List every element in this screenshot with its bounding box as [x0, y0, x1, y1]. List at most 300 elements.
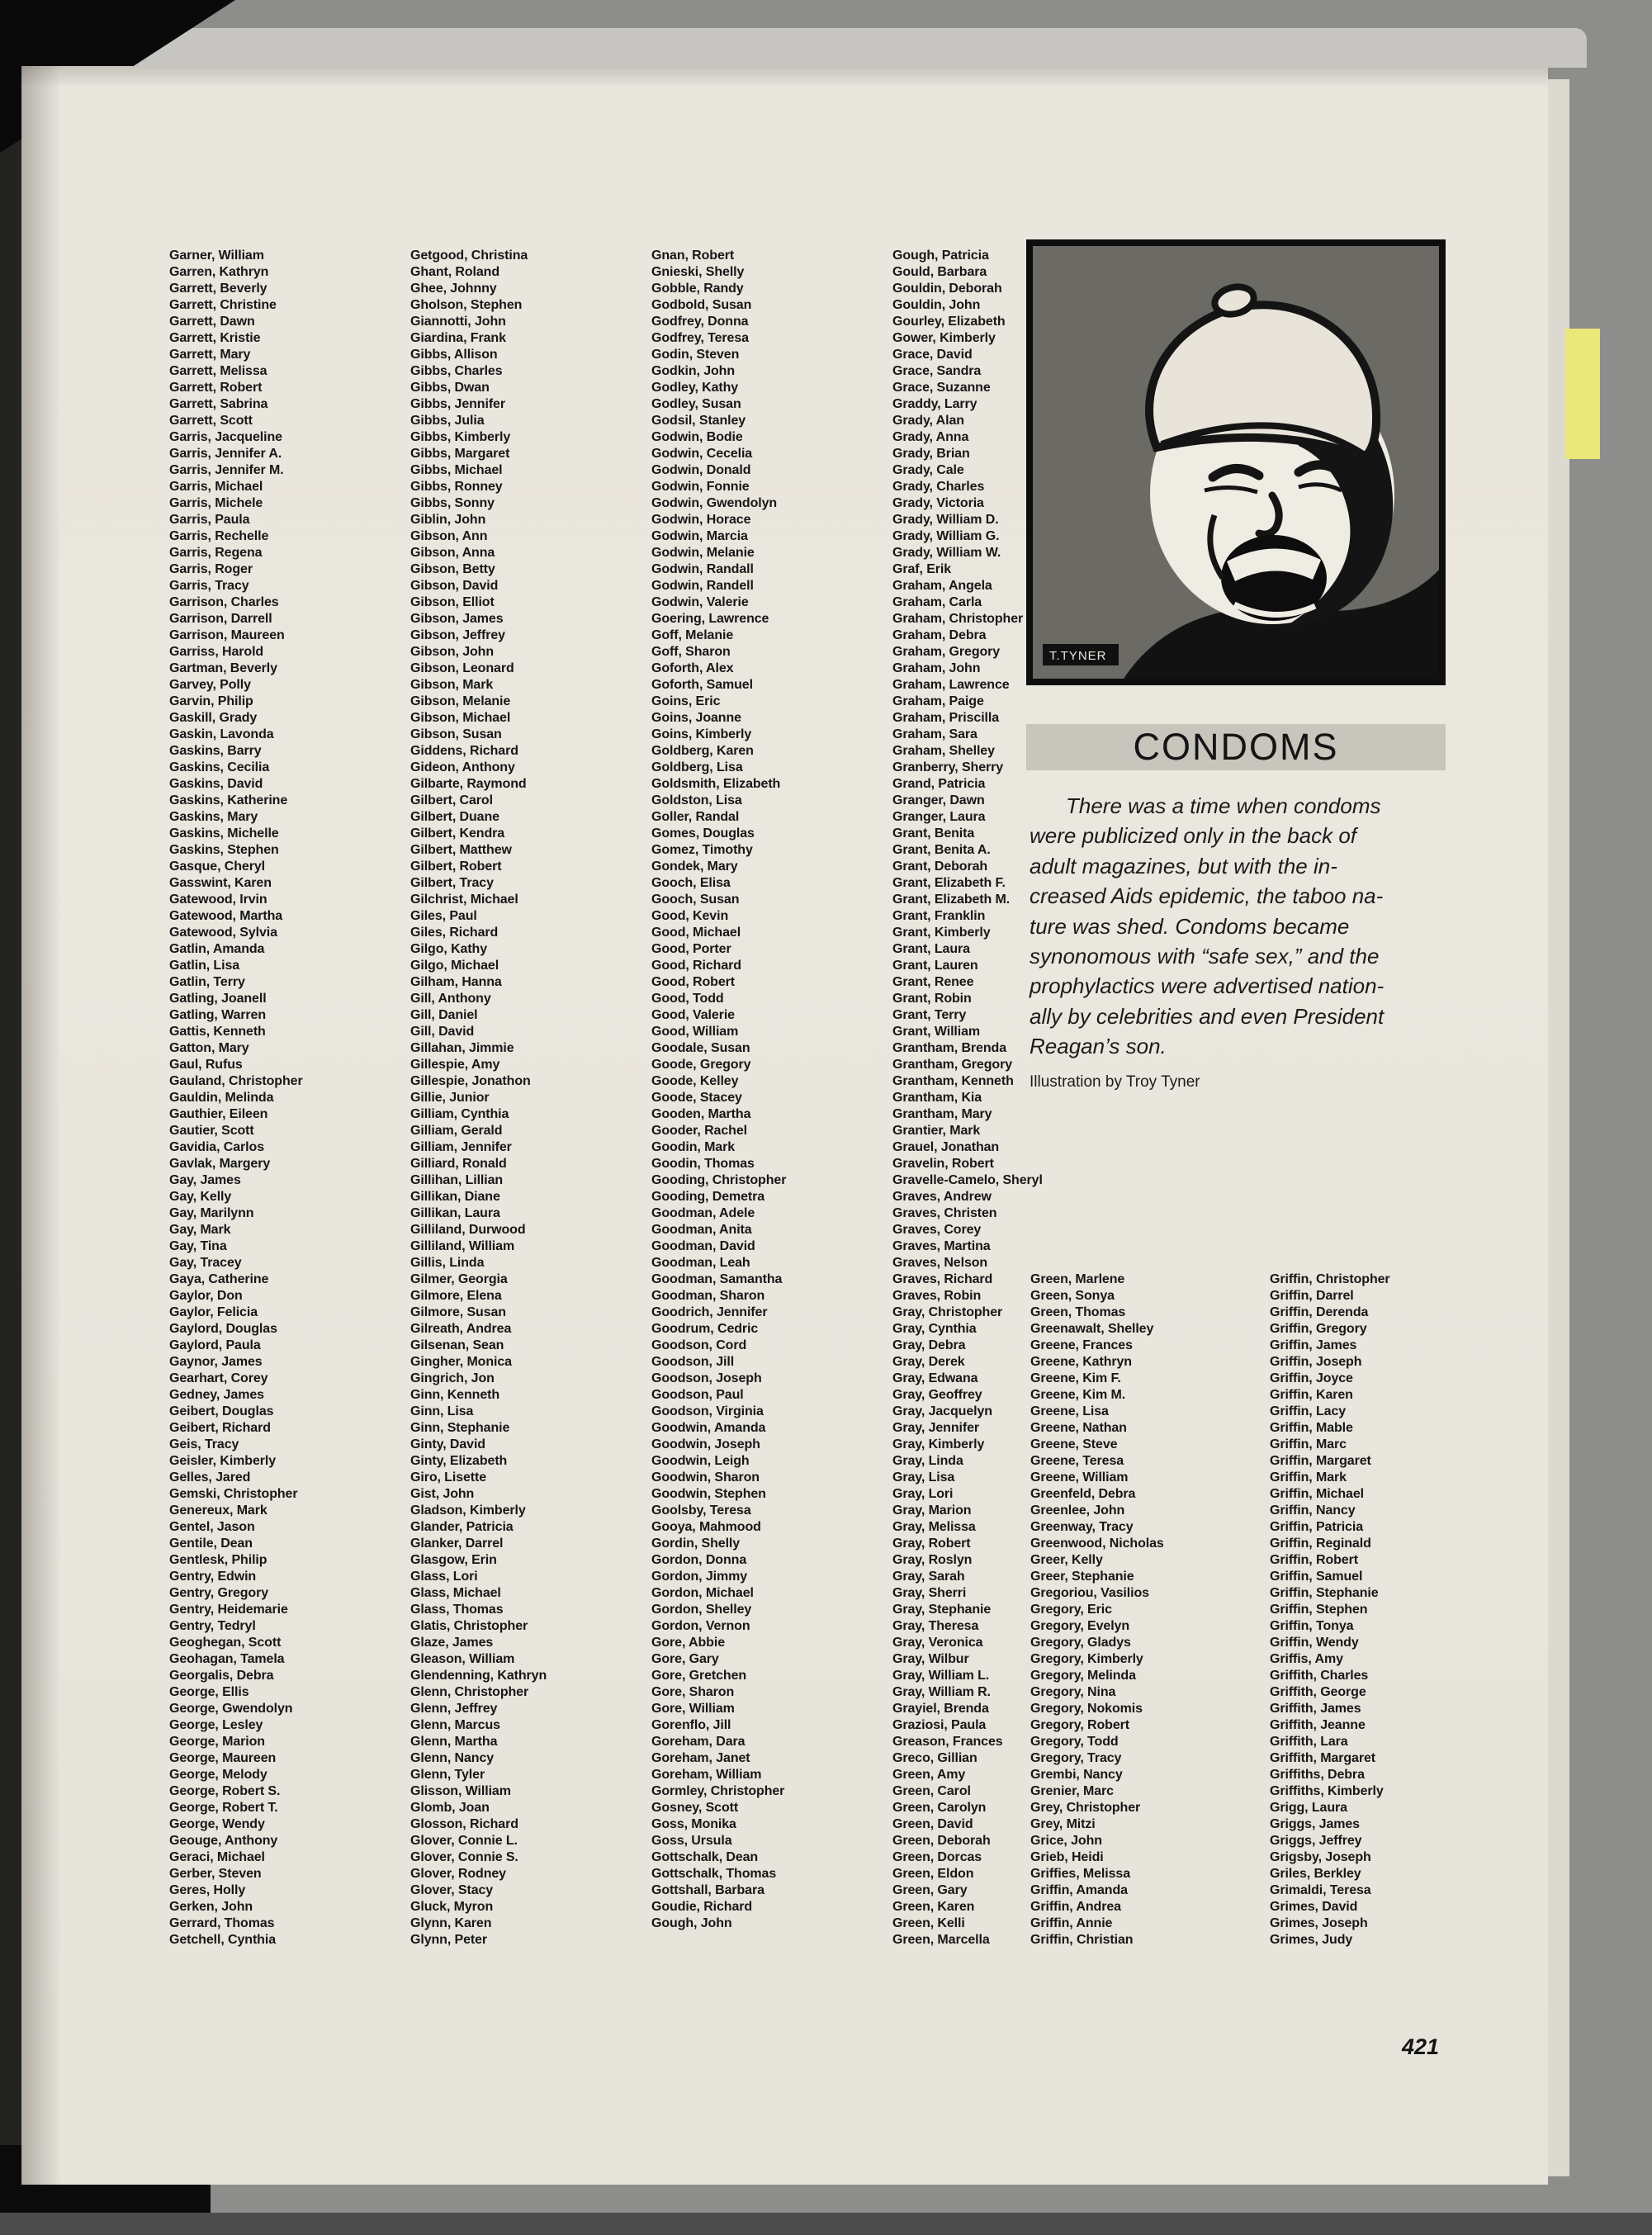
name-entry: Gibson, Leonard	[410, 661, 514, 675]
name-entry: Gillikan, Diane	[410, 1190, 500, 1204]
name-entry: Goodwin, Leigh	[651, 1454, 750, 1468]
name-entry: Gasque, Cheryl	[169, 859, 265, 874]
name-entry: Goldsmith, Elizabeth	[651, 777, 781, 791]
name-entry: Green, Marlene	[1030, 1272, 1125, 1286]
name-entry: Gluck, Myron	[410, 1900, 494, 1914]
name-entry: Gray, Edwana	[892, 1371, 978, 1385]
name-entry: Garrett, Kristie	[169, 331, 261, 345]
name-entry: Garris, Jacqueline	[169, 430, 282, 444]
name-entry: Goreham, Janet	[651, 1751, 750, 1765]
name-entry: Garris, Michael	[169, 480, 263, 494]
name-entry: Griffin, Robert	[1270, 1553, 1358, 1567]
name-entry: Gaskins, Michelle	[169, 826, 279, 840]
name-entry: Graves, Christen	[892, 1206, 997, 1220]
name-entry: Gautier, Scott	[169, 1124, 254, 1138]
name-entry: Greene, Steve	[1030, 1437, 1118, 1451]
name-entry: Good, Valerie	[651, 1008, 735, 1022]
name-entry: Goodrum, Cedric	[651, 1322, 759, 1336]
name-entry: Griffin, Stephanie	[1270, 1586, 1379, 1600]
index-tab-yellow	[1565, 329, 1600, 459]
name-entry: Green, Dorcas	[892, 1850, 982, 1864]
name-entry: Griffin, Tonya	[1270, 1619, 1354, 1633]
name-entry: Goodman, David	[651, 1239, 755, 1253]
name-entry: Gaylord, Paula	[169, 1338, 261, 1352]
name-entry: Goodman, Leah	[651, 1256, 750, 1270]
name-entry: Glisson, William	[410, 1784, 511, 1798]
name-entry: Goodale, Susan	[651, 1041, 750, 1055]
name-entry: Geohagan, Tamela	[169, 1652, 285, 1666]
name-entry: Gay, Marilynn	[169, 1206, 254, 1220]
name-entry: Goreham, William	[651, 1768, 762, 1782]
name-entry: Garren, Kathryn	[169, 265, 269, 279]
name-entry: Gay, Kelly	[169, 1190, 232, 1204]
name-entry: Glanker, Darrel	[410, 1537, 504, 1551]
name-entry: Gillihan, Lillian	[410, 1173, 504, 1187]
name-entry: Gilbarte, Raymond	[410, 777, 527, 791]
name-entry: Gauldin, Melinda	[169, 1091, 274, 1105]
name-entry: Glenn, Tyler	[410, 1768, 485, 1782]
name-entry: Garrett, Dawn	[169, 315, 255, 329]
name-entry: Goodwin, Sharon	[651, 1470, 760, 1484]
name-entry: Gibson, Susan	[410, 727, 502, 741]
name-entry: Gerber, Steven	[169, 1867, 262, 1881]
name-entry: Grady, William W.	[892, 546, 1001, 560]
name-entry: Gatlin, Lisa	[169, 959, 240, 973]
name-entry: Gottschalk, Dean	[651, 1850, 759, 1864]
name-entry: Goins, Kimberly	[651, 727, 752, 741]
name-entry: Good, Richard	[651, 959, 741, 973]
name-entry: Gaskins, Barry	[169, 744, 262, 758]
name-entry: Greer, Stephanie	[1030, 1570, 1134, 1584]
name-entry: Grady, Alan	[892, 414, 964, 428]
name-entry: Goode, Kelley	[651, 1074, 739, 1088]
name-entry: Gray, Lori	[892, 1487, 954, 1501]
name-entry: Griffin, Marc	[1270, 1437, 1347, 1451]
name-entry: Greenwood, Nicholas	[1030, 1537, 1164, 1551]
name-entry: Gatewood, Sylvia	[169, 926, 277, 940]
name-entry: Green, Deborah	[892, 1834, 991, 1848]
name-entry: Griffin, Christian	[1030, 1933, 1134, 1947]
name-entry: Glosson, Richard	[410, 1817, 518, 1831]
name-entry: Grantham, Gregory	[892, 1058, 1013, 1072]
name-entry: Glass, Lori	[410, 1570, 478, 1584]
name-entry: Graves, Martina	[892, 1239, 991, 1253]
name-entry: Gilmore, Elena	[410, 1289, 502, 1303]
name-entry: Grady, Cale	[892, 463, 964, 477]
name-entry: Gist, John	[410, 1487, 475, 1501]
name-entry: Gholson, Stephen	[410, 298, 523, 312]
name-entry: Good, Robert	[651, 975, 736, 989]
name-entry: Gormley, Christopher	[651, 1784, 785, 1798]
name-entry: Gasswint, Karen	[169, 876, 272, 890]
name-entry: George, Ellis	[169, 1685, 249, 1699]
name-entry: Griffin, Amanda	[1030, 1883, 1128, 1897]
name-entry: Grant, Lauren	[892, 959, 978, 973]
name-entry: Griffin, Lacy	[1270, 1404, 1347, 1418]
name-entry: Ghee, Johnny	[410, 282, 497, 296]
name-entry: Greene, Teresa	[1030, 1454, 1124, 1468]
name-entry: Gray, Cynthia	[892, 1322, 977, 1336]
name-entry: Gingher, Monica	[410, 1355, 512, 1369]
name-entry: Gordon, Donna	[651, 1553, 747, 1567]
illustration-credit: Illustration by Troy Tyner	[1030, 1073, 1200, 1091]
name-entry: Gerken, John	[169, 1900, 253, 1914]
name-entry: Gatlin, Amanda	[169, 942, 265, 956]
name-entry: Gauland, Christopher	[169, 1074, 303, 1088]
name-entry: Glatis, Christopher	[410, 1619, 528, 1633]
name-entry: Gray, Derek	[892, 1355, 965, 1369]
name-entry: Griffin, Karen	[1270, 1388, 1353, 1402]
name-entry: Gaskill, Grady	[169, 711, 258, 725]
name-entry: Granberry, Sherry	[892, 760, 1004, 774]
name-entry: Goodman, Adele	[651, 1206, 755, 1220]
name-entry: Goodson, Cord	[651, 1338, 747, 1352]
feature-body-line: prophylactics were advertised nation-	[1030, 973, 1385, 999]
name-entry: Ghant, Roland	[410, 265, 500, 279]
name-entry: Garris, Tracy	[169, 579, 249, 593]
name-column-6	[1270, 1271, 1390, 1949]
name-entry: Gilbert, Carol	[410, 793, 493, 807]
feature-body-line: Reagan’s son.	[1030, 1034, 1167, 1059]
name-entry: Greene, Frances	[1030, 1338, 1133, 1352]
name-entry: Garriss, Harold	[169, 645, 264, 659]
name-entry: Geis, Tracy	[169, 1437, 239, 1451]
name-entry: Goldston, Lisa	[651, 793, 742, 807]
name-entry: Goering, Lawrence	[651, 612, 769, 626]
name-column-3	[651, 248, 786, 1932]
name-entry: Gould, Barbara	[892, 265, 987, 279]
name-entry: Gaynor, James	[169, 1355, 263, 1369]
name-entry: Good, Porter	[651, 942, 731, 956]
name-entry: Gartman, Beverly	[169, 661, 277, 675]
name-entry: Gelles, Jared	[169, 1470, 251, 1484]
name-entry: Gravelle-Camelo, Sheryl	[892, 1173, 1043, 1187]
name-entry: George, Marion	[169, 1735, 265, 1749]
name-entry: Goins, Eric	[651, 694, 721, 708]
name-entry: Godwin, Fonnie	[651, 480, 750, 494]
name-entry: Grady, William D.	[892, 513, 999, 527]
name-entry: Gillis, Linda	[410, 1256, 485, 1270]
name-entry: Godwin, Randell	[651, 579, 754, 593]
name-entry: Goolsby, Teresa	[651, 1503, 751, 1518]
name-entry: Gosney, Scott	[651, 1801, 739, 1815]
name-entry: Gill, Daniel	[410, 1008, 478, 1022]
name-entry: Griffin, Nancy	[1270, 1503, 1356, 1518]
name-entry: Gravelin, Robert	[892, 1157, 994, 1171]
name-entry: Goodson, Virginia	[651, 1404, 764, 1418]
name-column-4	[892, 248, 1043, 1949]
feature-body-line: There was a time when condoms	[1066, 793, 1381, 818]
name-entry: Grey, Mitzi	[1030, 1817, 1096, 1831]
name-entry: Gillespie, Amy	[410, 1058, 500, 1072]
name-entry: Godwin, Marcia	[651, 529, 748, 543]
name-entry: Glaze, James	[410, 1636, 494, 1650]
name-entry: Godkin, John	[651, 364, 736, 378]
name-entry: Greene, Lisa	[1030, 1404, 1109, 1418]
name-entry: Gibson, Mark	[410, 678, 494, 692]
name-entry: Grayiel, Brenda	[892, 1702, 989, 1716]
name-entry: Garris, Regena	[169, 546, 263, 560]
name-entry: Godbold, Susan	[651, 298, 752, 312]
name-entry: Griffin, James	[1270, 1338, 1357, 1352]
name-entry: Graddy, Larry	[892, 397, 977, 411]
name-entry: Gentry, Edwin	[169, 1570, 257, 1584]
name-entry: Grant, Franklin	[892, 909, 986, 923]
name-entry: Godfrey, Donna	[651, 315, 749, 329]
name-entry: Gatton, Mary	[169, 1041, 249, 1055]
name-entry: Gregoriou, Vasilios	[1030, 1586, 1149, 1600]
name-entry: Grant, Benita	[892, 826, 975, 840]
name-entry: Grey, Christopher	[1030, 1801, 1141, 1815]
name-entry: Griles, Berkley	[1270, 1867, 1361, 1881]
name-entry: Gaylord, Douglas	[169, 1322, 277, 1336]
name-entry: Graham, Priscilla	[892, 711, 1000, 725]
name-entry: Garrett, Christine	[169, 298, 277, 312]
name-entry: Gilsenan, Sean	[410, 1338, 504, 1352]
name-entry: Grant, Renee	[892, 975, 974, 989]
name-entry: Glenn, Marcus	[410, 1718, 500, 1732]
name-entry: Garrison, Maureen	[169, 628, 285, 642]
name-entry: Graves, Richard	[892, 1272, 993, 1286]
name-entry: Gilliam, Cynthia	[410, 1107, 509, 1121]
name-entry: Green, Sonya	[1030, 1289, 1115, 1303]
name-entry: Glendenning, Kathryn	[410, 1669, 547, 1683]
name-entry: Giles, Paul	[410, 909, 477, 923]
name-entry: Garvin, Philip	[169, 694, 253, 708]
name-entry: Griffis, Amy	[1270, 1652, 1343, 1666]
name-entry: George, Maureen	[169, 1751, 277, 1765]
name-entry: Good, Todd	[651, 992, 724, 1006]
name-entry: Gordin, Shelly	[651, 1537, 741, 1551]
feature-body-line: were publicized only in the back of	[1030, 823, 1357, 849]
name-entry: Gore, William	[651, 1702, 735, 1716]
name-entry: Goff, Melanie	[651, 628, 734, 642]
name-entry: Gay, Tracey	[169, 1256, 242, 1270]
name-entry: Gibson, Elliot	[410, 595, 495, 609]
name-entry: Gondek, Mary	[651, 859, 738, 874]
name-entry: Grady, Victoria	[892, 496, 984, 510]
name-entry: Gearhart, Corey	[169, 1371, 268, 1385]
name-entry: Gilbert, Matthew	[410, 843, 512, 857]
name-entry: Graves, Corey	[892, 1223, 982, 1237]
name-entry: Gordon, Michael	[651, 1586, 754, 1600]
name-entry: Goodwin, Joseph	[651, 1437, 760, 1451]
name-entry: Gore, Gary	[651, 1652, 719, 1666]
name-entry: Geibert, Richard	[169, 1421, 271, 1435]
name-entry: Garrett, Melissa	[169, 364, 267, 378]
name-entry: Gilliland, William	[410, 1239, 515, 1253]
name-entry: Godwin, Horace	[651, 513, 751, 527]
name-entry: Giro, Lisette	[410, 1470, 487, 1484]
name-entry: Giles, Richard	[410, 926, 499, 940]
name-entry: Grantham, Mary	[892, 1107, 992, 1121]
name-entry: Griffith, Jeanne	[1270, 1718, 1366, 1732]
name-entry: Griffin, Patricia	[1270, 1520, 1363, 1534]
name-entry: Goudie, Richard	[651, 1900, 753, 1914]
name-entry: Gray, Sherri	[892, 1586, 967, 1600]
name-entry: Goins, Joanne	[651, 711, 741, 725]
name-entry: Gooya, Mahmood	[651, 1520, 761, 1534]
name-entry: Gilliam, Jennifer	[410, 1140, 512, 1154]
name-entry: Gibson, Ann	[410, 529, 488, 543]
name-entry: Gillespie, Jonathon	[410, 1074, 531, 1088]
name-entry: Grantier, Mark	[892, 1124, 981, 1138]
name-entry: Gordon, Shelley	[651, 1603, 752, 1617]
name-entry: Glass, Michael	[410, 1586, 501, 1600]
name-entry: Green, Carolyn	[892, 1801, 987, 1815]
name-entry: Glynn, Peter	[410, 1933, 488, 1947]
name-entry: Gilbert, Kendra	[410, 826, 505, 840]
name-entry: Ginn, Kenneth	[410, 1388, 500, 1402]
name-entry: Gavidia, Carlos	[169, 1140, 264, 1154]
name-entry: Graves, Nelson	[892, 1256, 988, 1270]
name-entry: Graham, Paige	[892, 694, 984, 708]
name-entry: Gilbert, Duane	[410, 810, 499, 824]
name-entry: Godley, Susan	[651, 397, 741, 411]
name-entry: Grant, Terry	[892, 1008, 967, 1022]
name-entry: Gay, Tina	[169, 1239, 227, 1253]
name-entry: Gray, William L.	[892, 1669, 990, 1683]
name-entry: Gill, David	[410, 1025, 475, 1039]
name-entry: Gray, Marion	[892, 1503, 972, 1518]
name-entry: Griffin, Stephen	[1270, 1603, 1368, 1617]
name-entry: Goodin, Mark	[651, 1140, 736, 1154]
name-entry: Goodson, Joseph	[651, 1371, 762, 1385]
name-entry: Gregory, Eric	[1030, 1603, 1112, 1617]
name-entry: Gray, William R.	[892, 1685, 991, 1699]
name-entry: George, Melody	[169, 1768, 267, 1782]
name-entry: Gaskins, Stephen	[169, 843, 279, 857]
name-entry: Greenfeld, Debra	[1030, 1487, 1136, 1501]
name-entry: Gilbert, Robert	[410, 859, 502, 874]
name-entry: Griffin, Joyce	[1270, 1371, 1353, 1385]
name-entry: Garris, Jennifer A.	[169, 447, 282, 461]
name-entry: Goforth, Alex	[651, 661, 734, 675]
name-entry: Goodrich, Jennifer	[651, 1305, 768, 1319]
name-entry: Gray, Christopher	[892, 1305, 1003, 1319]
name-entry: Garrett, Scott	[169, 414, 253, 428]
name-entry: Goodman, Samantha	[651, 1272, 783, 1286]
name-entry: Gillie, Junior	[410, 1091, 490, 1105]
name-entry: Graziosi, Paula	[892, 1718, 987, 1732]
name-entry: Gibson, Betty	[410, 562, 495, 576]
name-entry: Grauel, Jonathan	[892, 1140, 1000, 1154]
name-entry: Gibson, John	[410, 645, 495, 659]
name-entry: Griffin, Darrel	[1270, 1289, 1354, 1303]
name-entry: Gray, Lisa	[892, 1470, 955, 1484]
name-entry: Garris, Rechelle	[169, 529, 269, 543]
name-entry: Godwin, Melanie	[651, 546, 755, 560]
name-entry: Goller, Randal	[651, 810, 740, 824]
name-entry: Green, Thomas	[1030, 1305, 1126, 1319]
name-entry: Gregory, Tracy	[1030, 1751, 1122, 1765]
screaming-man-woodcut	[1033, 246, 1439, 679]
name-entry: Griffith, James	[1270, 1702, 1361, 1716]
name-entry: Gibson, James	[410, 612, 504, 626]
name-entry: Gibbs, Charles	[410, 364, 503, 378]
name-entry: Giannotti, John	[410, 315, 506, 329]
name-entry: Gaya, Catherine	[169, 1272, 269, 1286]
name-entry: Glover, Rodney	[410, 1867, 506, 1881]
name-entry: Glover, Connie L.	[410, 1834, 518, 1848]
name-entry: Glomb, Joan	[410, 1801, 490, 1815]
name-entry: Garrison, Darrell	[169, 612, 272, 626]
name-entry: Gregory, Todd	[1030, 1735, 1119, 1749]
name-entry: Grantham, Brenda	[892, 1041, 1006, 1055]
book-binding-edge	[0, 0, 21, 2235]
name-entry: Gordon, Jimmy	[651, 1570, 748, 1584]
name-entry: Gibson, Michael	[410, 711, 511, 725]
name-entry: Goodman, Sharon	[651, 1289, 765, 1303]
name-entry: Gibson, Melanie	[410, 694, 511, 708]
name-entry: Griffith, Margaret	[1270, 1751, 1375, 1765]
name-entry: Gaylor, Don	[169, 1289, 243, 1303]
name-entry: Gomez, Timothy	[651, 843, 753, 857]
name-entry: Garrett, Robert	[169, 381, 263, 395]
feature-body-line: adult magazines, but with the in-	[1030, 853, 1337, 878]
name-entry: Gough, John	[651, 1916, 732, 1930]
name-entry: Goforth, Samuel	[651, 678, 753, 692]
name-entry: Gatling, Joanell	[169, 992, 267, 1006]
name-entry: Goode, Gregory	[651, 1058, 751, 1072]
name-entry: Graves, Robin	[892, 1289, 982, 1303]
name-entry: Grimes, David	[1270, 1900, 1358, 1914]
name-entry: Glynn, Karen	[410, 1916, 492, 1930]
name-entry: Griffith, George	[1270, 1685, 1366, 1699]
name-entry: Griffin, Christopher	[1270, 1272, 1390, 1286]
name-entry: Gatewood, Martha	[169, 909, 283, 923]
name-entry: George, Robert S.	[169, 1784, 281, 1798]
name-entry: Gilgo, Michael	[410, 959, 499, 973]
name-entry: Green, Marcella	[892, 1933, 990, 1947]
name-entry: Gregory, Robert	[1030, 1718, 1130, 1732]
name-entry: Greene, Nathan	[1030, 1421, 1127, 1435]
name-entry: Godwin, Valerie	[651, 595, 749, 609]
name-entry: Greene, Kim F.	[1030, 1371, 1121, 1385]
name-entry: Goodwin, Amanda	[651, 1421, 766, 1435]
name-entry: Gooder, Rachel	[651, 1124, 747, 1138]
name-entry: Gentlesk, Philip	[169, 1553, 267, 1567]
name-entry: Ginty, David	[410, 1437, 485, 1451]
name-entry: Gregory, Kimberly	[1030, 1652, 1143, 1666]
name-entry: Gouldin, Deborah	[892, 282, 1002, 296]
name-entry: Gibbs, Julia	[410, 414, 485, 428]
name-entry: Graham, Carla	[892, 595, 982, 609]
name-entry: Geisler, Kimberly	[169, 1454, 277, 1468]
name-entry: Gooch, Susan	[651, 893, 740, 907]
name-entry: Garrett, Sabrina	[169, 397, 268, 411]
name-entry: Graham, Gregory	[892, 645, 1001, 659]
name-entry: Grant, Kimberly	[892, 926, 991, 940]
name-entry: Grace, David	[892, 348, 973, 362]
name-entry: Granger, Laura	[892, 810, 986, 824]
name-entry: Graham, Angela	[892, 579, 992, 593]
name-entry: Gibbs, Kimberly	[410, 430, 511, 444]
name-entry: Gideon, Anthony	[410, 760, 515, 774]
name-entry: Gibbs, Dwan	[410, 381, 490, 395]
name-entry: Graham, John	[892, 661, 981, 675]
name-entry: Gaylor, Felicia	[169, 1305, 258, 1319]
name-entry: Grantham, Kenneth	[892, 1074, 1014, 1088]
name-entry: Graham, Christopher	[892, 612, 1024, 626]
name-entry: Graves, Andrew	[892, 1190, 992, 1204]
book-cover-edge	[25, 28, 1587, 68]
name-entry: George, Wendy	[169, 1817, 265, 1831]
name-entry: Gower, Kimberly	[892, 331, 996, 345]
name-entry: Griffin, Joseph	[1270, 1355, 1362, 1369]
name-entry: Gilreath, Andrea	[410, 1322, 512, 1336]
name-entry: Griffin, Margaret	[1270, 1454, 1371, 1468]
